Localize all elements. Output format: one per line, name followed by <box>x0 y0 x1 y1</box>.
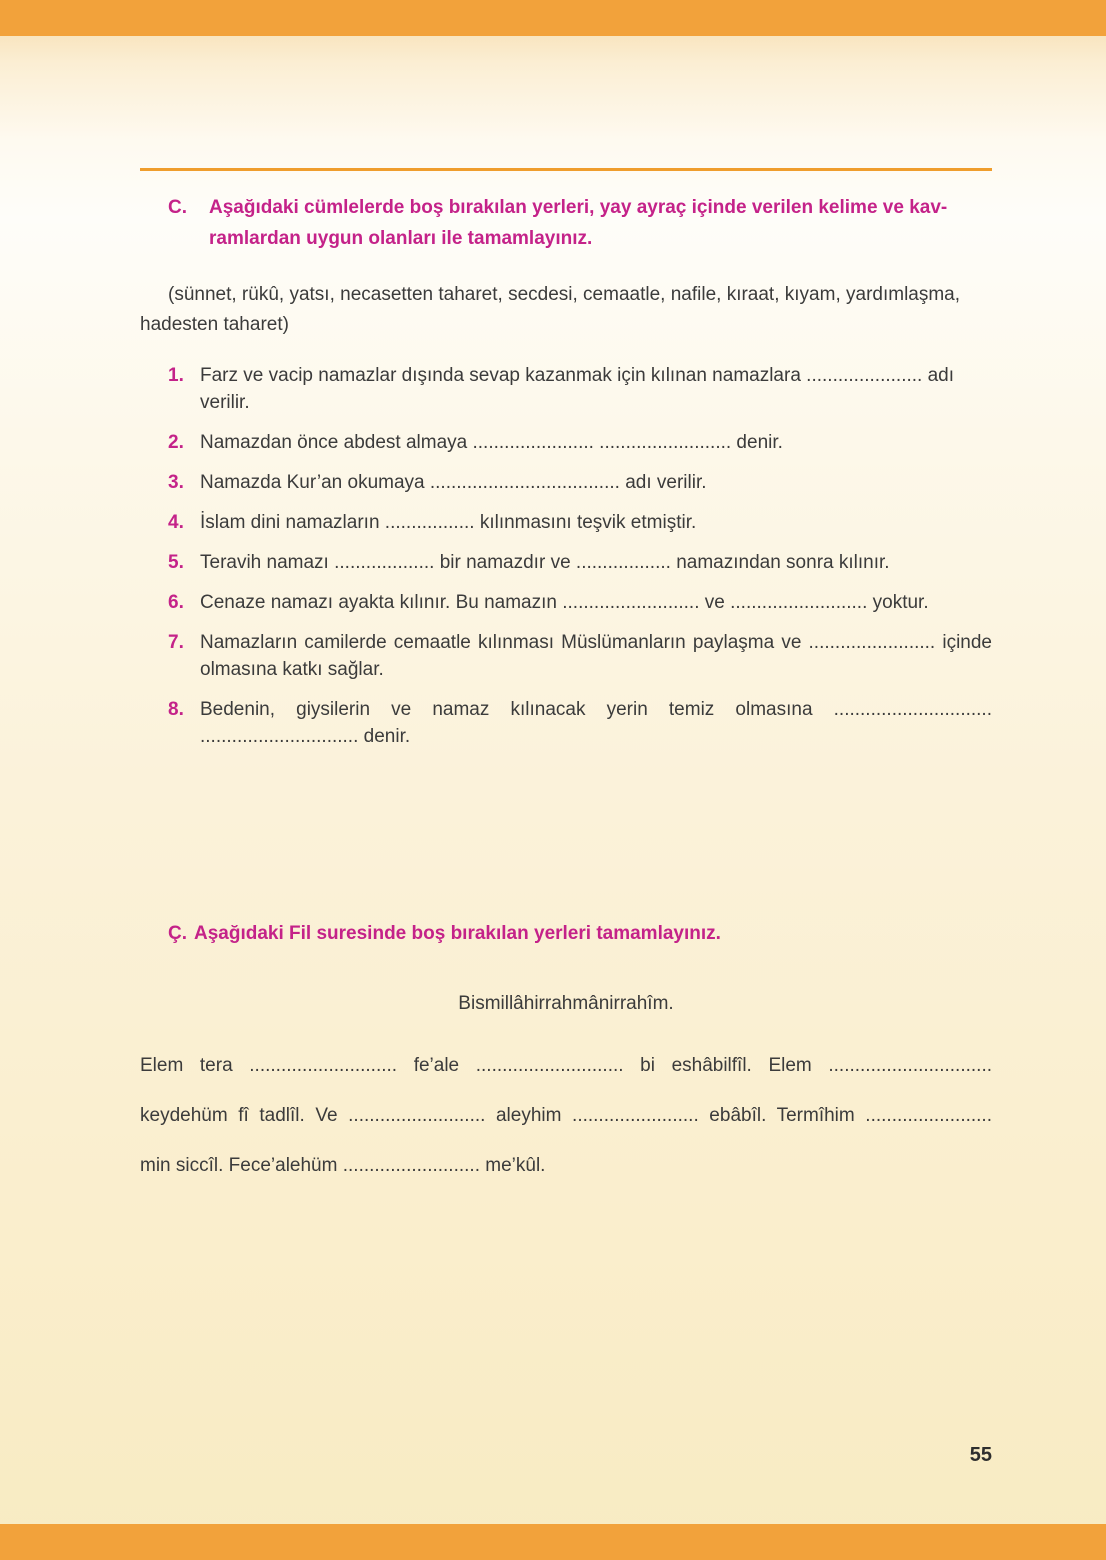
top-border-bar <box>0 0 1106 36</box>
section-cedilla-label: Ç. <box>168 923 187 944</box>
item-number: 8. <box>168 699 184 720</box>
item-text: Farz ve vacip namazlar dışında sevap kazanmak için kılınan namazlara ...................... adı verilir. <box>200 365 954 413</box>
fill-in-item-5 <box>140 549 992 576</box>
item-number: 6. <box>168 592 184 613</box>
bismillah-text: Bismillâhirrahmânirrahîm. <box>458 993 674 1014</box>
fill-in-item-1 <box>140 362 992 416</box>
section-c-title-line1: Aşağıdaki cümlelerde boş bırakılan yerleri, yay ayraç içinde verilen kelime ve kav- <box>209 197 948 218</box>
item-number: 3. <box>168 472 184 493</box>
section-c-heading <box>140 192 992 254</box>
section-c-title-line2: ramlardan uygun olanları ile tamamlayınız. <box>209 228 593 249</box>
item-text: Namazların camilerde cemaatle kılınması Müslümanların paylaşma ve ........................ içinde olmasına katkı sağlar. <box>200 632 992 680</box>
fill-in-item-2 <box>140 429 992 456</box>
fill-in-item-7 <box>140 629 992 683</box>
item-number: 2. <box>168 432 184 453</box>
sura-line-1: Elem tera ............................ fe’ale ............................ bi eshâbilfîl. Elem ............................... <box>140 1055 992 1076</box>
fill-in-item-6 <box>140 589 992 616</box>
section-c-title <box>209 192 992 254</box>
item-number: 7. <box>168 632 184 653</box>
section-cedilla-title: Aşağıdaki Fil suresinde boş bırakılan yerleri tamamlayınız. <box>194 923 721 944</box>
item-text: Namazdan önce abdest almaya ....................... ......................... denir. <box>200 432 783 453</box>
item-number: 5. <box>168 552 184 573</box>
item-text: Teravih namazı ................... bir namazdır ve .................. namazından sonra kılınır. <box>200 552 890 573</box>
page-number: 55 <box>969 1444 992 1466</box>
fill-in-items <box>140 362 992 750</box>
section-cedilla-heading <box>140 918 992 949</box>
item-number: 4. <box>168 512 184 533</box>
item-text: Cenaze namazı ayakta kılınır. Bu namazın .......................... ve .......................... yoktur. <box>200 592 929 613</box>
fill-in-item-4 <box>140 509 992 536</box>
section-c-label: C. <box>168 197 187 218</box>
fill-in-item-3 <box>140 469 992 496</box>
fill-in-item-8 <box>140 696 992 750</box>
item-text: Bedenin, giysilerin ve namaz kılınacak yerin temiz olmasına .............................. .............................. denir. <box>200 699 992 747</box>
word-bank: (sünnet, rükû, yatsı, necasetten taharet, secdesi, cemaatle, nafile, kıraat, kıyam, yardımlaşma, hadesten taharet) <box>140 284 961 335</box>
page-content <box>140 192 992 1191</box>
bottom-border-bar <box>0 1524 1106 1560</box>
sura-line-3: min siccîl. Fece’alehüm .......................... me’kûl. <box>140 1155 546 1176</box>
item-text: İslam dini namazların ................. kılınmasını teşvik etmiştir. <box>200 512 697 533</box>
section-divider-rule <box>140 168 992 171</box>
sura-line-2: keydehüm fî tadlîl. Ve .......................... aleyhim ........................ ebâbîl. Termîhim ........................ <box>140 1105 992 1126</box>
item-number: 1. <box>168 365 184 386</box>
sura-text <box>140 1041 992 1191</box>
item-text: Namazda Kur’an okumaya .................................... adı verilir. <box>200 472 707 493</box>
